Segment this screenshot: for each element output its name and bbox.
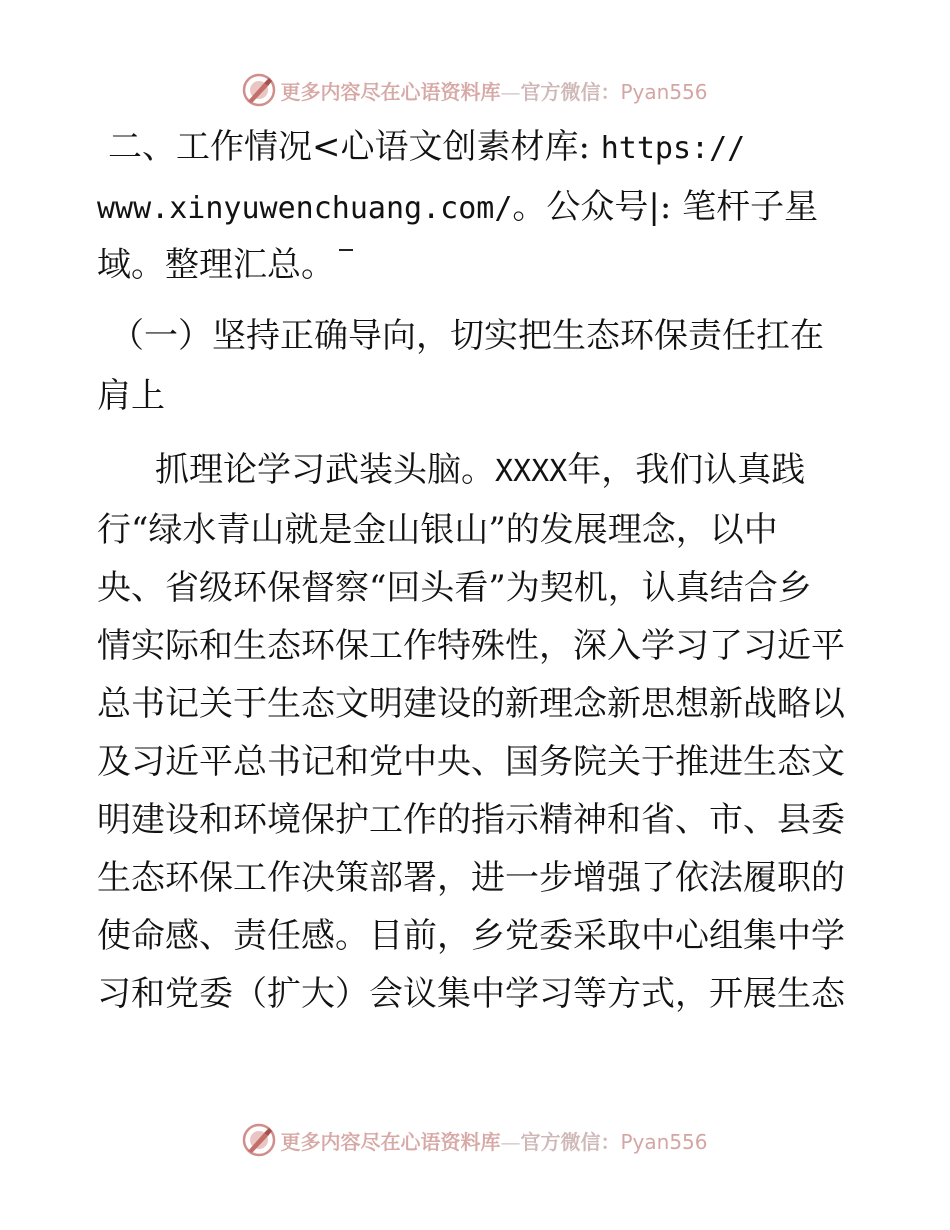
- watermark-wechat-id: Pyan556: [620, 79, 708, 104]
- watermark-header: [0, 70, 950, 110]
- watermark-main-text: 更多内容尽在心语资料库: [280, 1129, 501, 1154]
- watermark-dash: —: [500, 1129, 521, 1154]
- watermark-text: [280, 1126, 707, 1155]
- paragraph-line-10: 习和党委（扩大）会议集中学习等方式，开展生态: [97, 974, 845, 1014]
- watermark-sub-text: 官方微信：: [520, 1129, 621, 1154]
- section-heading-after-url: 。公众号|: 笔杆子星: [512, 187, 819, 227]
- paragraph-line-6: 及习近平总书记和党中央、国务院关于推进生态文: [97, 742, 845, 782]
- section-heading-url-part1: https://: [600, 131, 746, 166]
- section-heading-line-1: [108, 127, 745, 167]
- pen-logo-icon: [242, 73, 276, 107]
- section-heading-prefix: 二、工作情况<心语文创素材库:: [108, 127, 601, 167]
- watermark-footer: [0, 1120, 950, 1160]
- paragraph-line-3: 央、省级环保督察“回头看”为契机，认真结合乡: [97, 568, 812, 608]
- paragraph-line-7: 明建设和环境保护工作的指示精神和省、市、县委: [97, 800, 845, 840]
- watermark-text: [280, 76, 707, 105]
- paragraph-line1-year: XXXX: [495, 454, 568, 489]
- paragraph-line-9: 使命感、责任感。目前，乡党委采取中心组集中学: [97, 916, 845, 956]
- paragraph-line-4: 情实际和生态环保工作特殊性，深入学习了习近平: [97, 626, 845, 666]
- section-heading-line3-text: 域。整理汇总。: [97, 245, 335, 285]
- superscript-mark: [339, 249, 353, 251]
- watermark-sub-text: 官方微信：: [520, 79, 621, 104]
- paragraph-line-1: [155, 450, 805, 490]
- subheading-line-2: 肩上: [97, 376, 165, 416]
- paragraph-line1-part-a: 抓理论学习武装头脑。: [155, 450, 495, 490]
- paragraph-line-8: 生态环保工作决策部署，进一步增强了依法履职的: [97, 858, 845, 898]
- watermark-dash: —: [500, 79, 521, 104]
- section-heading-line-3: [97, 245, 353, 285]
- paragraph-line1-part-c: 年，我们认真践: [567, 450, 806, 490]
- section-heading-line-2: [97, 187, 818, 227]
- paragraph-line-2: 行“绿水青山就是金山银山”的发展理念，以中: [97, 510, 778, 550]
- subheading-line-1: （一）坚持正确导向，切实把生态环保责任扛在: [110, 316, 824, 356]
- paragraph-line-5: 总书记关于生态文明建设的新理念新思想新战略以: [97, 684, 845, 724]
- watermark-wechat-id: Pyan556: [620, 1129, 708, 1154]
- watermark-main-text: 更多内容尽在心语资料库: [280, 79, 501, 104]
- section-heading-url-part2: www.xinyuwenchuang.com/: [97, 191, 513, 226]
- pen-logo-icon: [242, 1123, 276, 1157]
